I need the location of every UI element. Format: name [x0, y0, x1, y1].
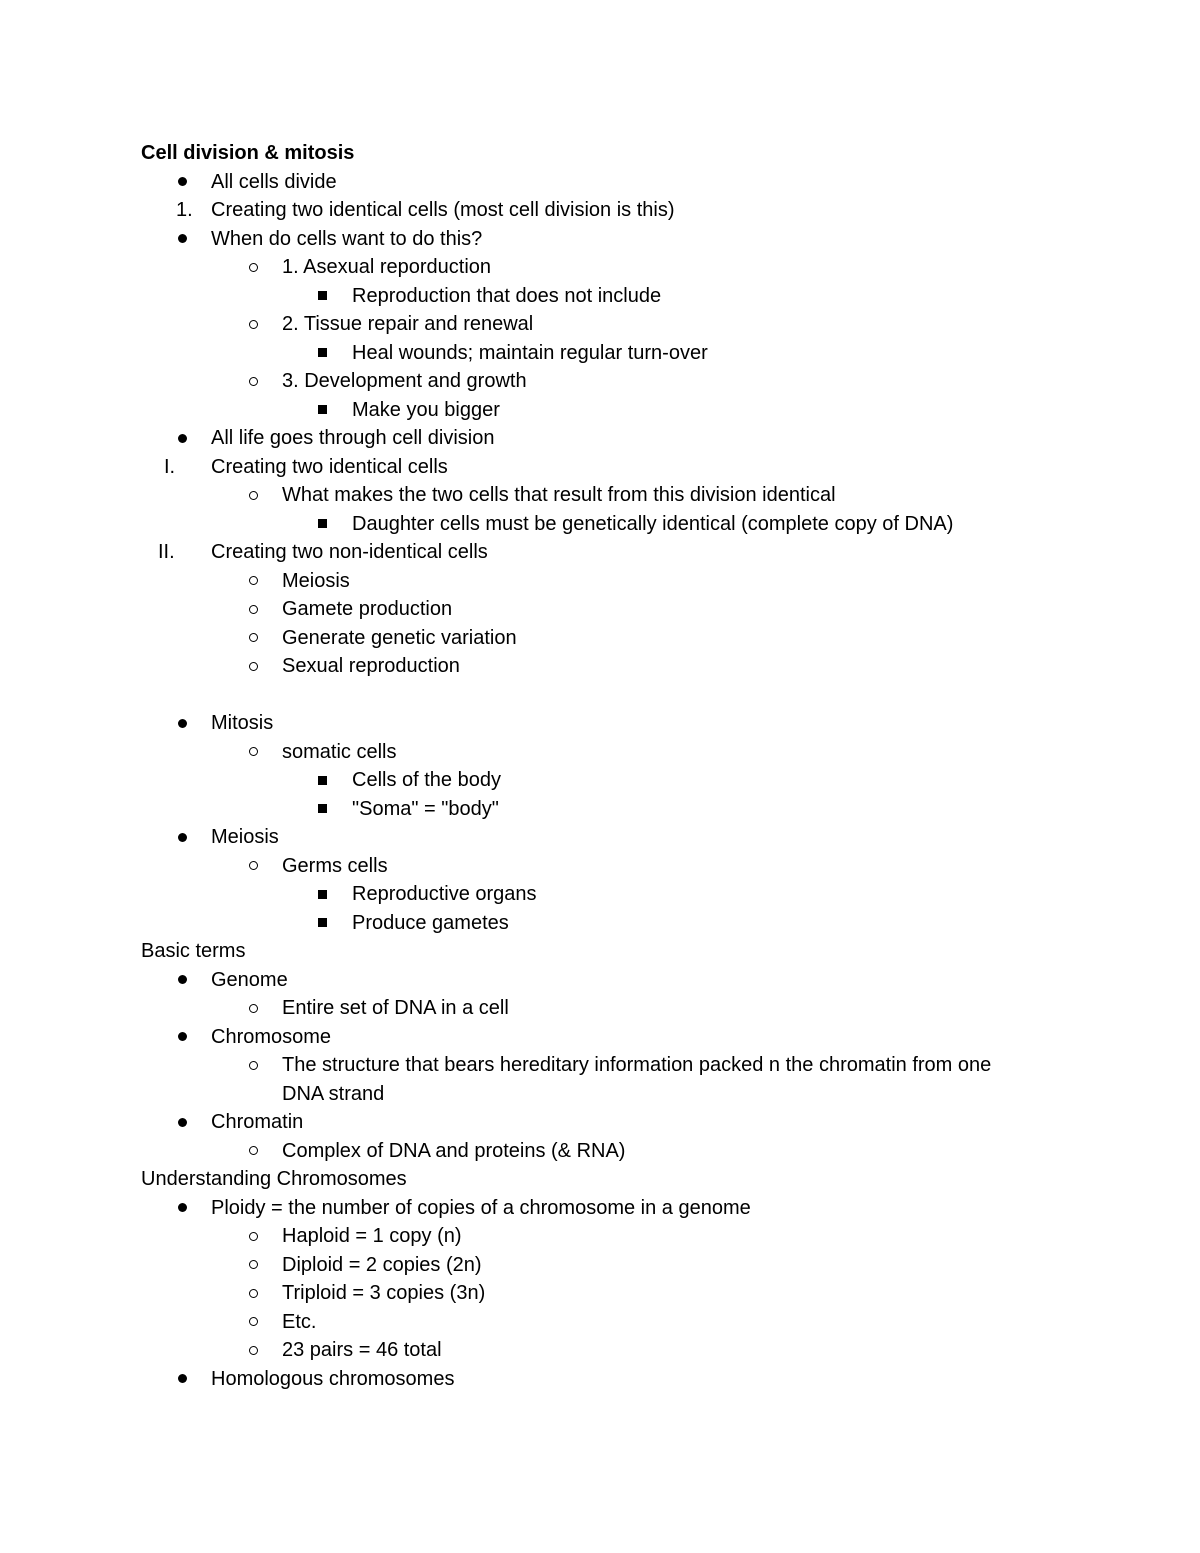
bullet-icon	[178, 966, 187, 995]
circle-bullet-icon	[249, 1251, 258, 1280]
list-item-text: Complex of DNA and proteins (& RNA)	[282, 1139, 626, 1162]
list-item	[0, 595, 1200, 624]
list-item	[0, 994, 1200, 1023]
list-item	[0, 453, 1200, 482]
circle-bullet-icon	[249, 624, 258, 653]
list-item	[0, 367, 1200, 396]
list-item	[0, 766, 1200, 795]
list-item	[0, 282, 1200, 311]
list-item-text: Ploidy = the number of copies of a chromosome in a genome	[211, 1196, 751, 1219]
circle-bullet-icon	[249, 1051, 258, 1080]
list-item-text: Germs cells	[282, 854, 388, 877]
circle-bullet-icon	[249, 1222, 258, 1251]
list-item-text: Make you bigger	[352, 398, 500, 421]
square-bullet-icon	[318, 795, 327, 824]
square-bullet-icon	[318, 282, 327, 311]
list-item-continuation	[0, 1080, 1200, 1109]
list-item-text: Daughter cells must be genetically identical (complete copy of DNA)	[352, 512, 954, 535]
bullet-icon	[178, 168, 187, 197]
list-item-text: "Soma" = "body"	[352, 797, 499, 820]
bullet-icon	[178, 1194, 187, 1223]
blank-line	[0, 681, 1200, 710]
list-item-text: Reproductive organs	[352, 883, 537, 905]
section-heading	[0, 139, 1200, 168]
list-item	[0, 1023, 1200, 1052]
list-item	[0, 624, 1200, 653]
list-item	[0, 1051, 1200, 1080]
list-item	[0, 225, 1200, 254]
list-item	[0, 1365, 1200, 1394]
list-item	[0, 738, 1200, 767]
list-item-text: Creating two identical cells (most cell division is this)	[211, 199, 675, 221]
square-bullet-icon	[318, 766, 327, 795]
bullet-icon	[178, 709, 187, 738]
list-item-text: Haploid = 1 copy (n)	[282, 1225, 462, 1247]
list-item-text: The structure that bears hereditary information packed n the chromatin from one	[282, 1054, 992, 1076]
list-item-text: Meiosis	[211, 826, 279, 848]
circle-bullet-icon	[249, 310, 258, 339]
circle-bullet-icon	[249, 367, 258, 396]
heading-text: Understanding Chromosomes	[141, 1168, 407, 1190]
list-item-text: Generate genetic variation	[282, 626, 517, 649]
square-bullet-icon	[318, 396, 327, 425]
list-item-text: Etc.	[282, 1310, 317, 1333]
list-item	[0, 253, 1200, 282]
list-item	[0, 310, 1200, 339]
list-item-text: Reproduction that does not include	[352, 284, 662, 307]
list-item-text: 2. Tissue repair and renewal	[282, 313, 534, 335]
list-item	[0, 880, 1200, 909]
list-item	[0, 1308, 1200, 1337]
list-item	[0, 709, 1200, 738]
circle-bullet-icon	[249, 652, 258, 681]
list-item-text: Triploid = 3 copies (3n)	[282, 1282, 486, 1304]
circle-bullet-icon	[249, 1137, 258, 1166]
list-item-text: Creating two identical cells	[211, 455, 448, 478]
list-item-text: Mitosis	[211, 712, 274, 734]
circle-bullet-icon	[249, 738, 258, 767]
list-item-text: somatic cells	[282, 740, 397, 763]
list-number: I.	[164, 455, 176, 478]
list-item-text: Heal wounds; maintain regular turn-over	[352, 341, 708, 364]
list-item-text: Genome	[211, 968, 288, 991]
list-item	[0, 909, 1200, 938]
bullet-icon	[178, 1108, 187, 1137]
circle-bullet-icon	[249, 1279, 258, 1308]
list-number: 1.	[176, 199, 193, 221]
square-bullet-icon	[318, 339, 327, 368]
circle-bullet-icon	[249, 481, 258, 510]
list-item-text: When do cells want to do this?	[211, 227, 483, 250]
bullet-icon	[178, 823, 187, 852]
list-item	[0, 652, 1200, 681]
list-item-text: 23 pairs = 46 total	[282, 1339, 442, 1361]
bullet-icon	[178, 424, 187, 453]
list-item	[0, 1251, 1200, 1280]
circle-bullet-icon	[249, 1336, 258, 1365]
list-item-text: DNA strand	[282, 1082, 385, 1105]
list-item-text: Chromatin	[211, 1111, 304, 1133]
list-item-text: Entire set of DNA in a cell	[282, 997, 509, 1019]
bullet-icon	[178, 225, 187, 254]
list-item	[0, 510, 1200, 539]
list-item-text: Cells of the body	[352, 769, 501, 791]
list-item-text: All cells divide	[211, 170, 337, 193]
bullet-icon	[178, 1365, 187, 1394]
list-item-text: Sexual reproduction	[282, 655, 460, 677]
section-heading	[0, 937, 1200, 966]
list-item	[0, 396, 1200, 425]
list-item-text: What makes the two cells that result from this division identical	[282, 484, 836, 506]
list-item	[0, 852, 1200, 881]
heading-text: Cell division & mitosis	[141, 142, 355, 164]
square-bullet-icon	[318, 909, 327, 938]
circle-bullet-icon	[249, 567, 258, 596]
circle-bullet-icon	[249, 1308, 258, 1337]
list-item-text: Diploid = 2 copies (2n)	[282, 1253, 482, 1276]
list-item-text: Homologous chromosomes	[211, 1367, 455, 1390]
list-item	[0, 1194, 1200, 1223]
heading-text: Basic terms	[141, 940, 246, 962]
square-bullet-icon	[318, 510, 327, 539]
list-item	[0, 1279, 1200, 1308]
list-item	[0, 538, 1200, 567]
list-item-text: Creating two non-identical cells	[211, 541, 488, 563]
list-item-text: Gamete production	[282, 598, 453, 620]
list-number: II.	[158, 541, 175, 563]
list-item	[0, 966, 1200, 995]
list-item-text: Chromosome	[211, 1025, 332, 1048]
list-item-text: All life goes through cell division	[211, 427, 495, 449]
circle-bullet-icon	[249, 994, 258, 1023]
notes-content	[0, 139, 1200, 1393]
list-item-text: 3. Development and growth	[282, 370, 527, 392]
bullet-icon	[178, 1023, 187, 1052]
list-item-text: 1. Asexual reporduction	[282, 256, 492, 278]
list-item-text: Meiosis	[282, 569, 350, 592]
list-item	[0, 567, 1200, 596]
circle-bullet-icon	[249, 852, 258, 881]
list-item	[0, 1137, 1200, 1166]
square-bullet-icon	[318, 880, 327, 909]
list-item	[0, 1108, 1200, 1137]
circle-bullet-icon	[249, 595, 258, 624]
list-item	[0, 196, 1200, 225]
circle-bullet-icon	[249, 253, 258, 282]
list-item	[0, 339, 1200, 368]
list-item	[0, 168, 1200, 197]
list-item	[0, 481, 1200, 510]
list-item	[0, 823, 1200, 852]
section-heading	[0, 1165, 1200, 1194]
list-item	[0, 1222, 1200, 1251]
list-item	[0, 1336, 1200, 1365]
list-item	[0, 424, 1200, 453]
list-item	[0, 795, 1200, 824]
list-item-text: Produce gametes	[352, 911, 509, 934]
